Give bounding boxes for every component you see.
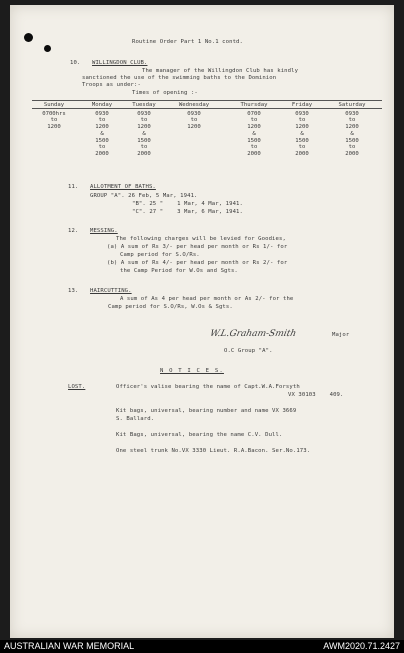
signature-rank: Major [332,332,350,338]
schedule-time: to [250,117,258,124]
schedule-day: Sunday [43,102,65,108]
body-line: Camp period for S.O/Rs. [120,252,200,258]
schedule-time: to [250,144,258,151]
schedule-time: to [98,117,106,124]
punch-hole [44,45,51,52]
schedule-column [122,102,166,158]
schedule-time: 1500 [95,137,109,144]
notice-line: S. Ballard. [116,416,155,422]
section-title: MESSING. [90,228,118,234]
punch-hole [24,33,33,42]
schedule-time: to [140,117,148,124]
schedule-day: Tuesday [132,102,156,108]
section-number: 12. [68,228,79,234]
schedule-time: 0930 [345,110,359,117]
schedule-column [168,102,220,131]
notice-line: Kit Bags, universal, bearing the name C.V. Dull. [116,432,283,438]
schedule-time: 1200 [345,124,359,131]
footer-bar [0,640,404,653]
schedule-time: 2000 [95,150,109,157]
body-line: The manager of the Willingdon Club has kindly [142,68,299,74]
schedule-column [32,102,76,131]
allotment-row: GROUP "A". 26 Feb, 5 Mar, 1941. [90,193,198,199]
allotment-row: "C". 27 " 3 Mar, 6 Mar, 1941. [132,209,243,215]
handwritten-signature: W.L.Graham-Smith [208,329,298,339]
schedule-column [280,102,324,158]
section-title: ALLOTMENT OF BATHS. [90,184,156,190]
schedule-time: 0700 [247,110,261,117]
schedule-column [232,102,276,158]
section-title: WILLINGDON CLUB. [92,60,148,66]
schedule-time: 2000 [247,150,261,157]
schedule-time: 1500 [247,137,261,144]
schedule-time: & [252,130,256,137]
document-header: Routine Order Part 1 No.1 contd. [132,39,243,45]
body-line: sanctioned the use of the swimming baths to the Dominion [82,75,277,81]
schedule-time: to [50,117,58,124]
schedule-time: 0700hrs [42,110,66,117]
section-number: 11. [68,184,79,190]
schedule-time: to [140,144,148,151]
schedule-time: & [300,130,304,137]
section-number: 10. [70,60,81,66]
body-line: the Camp Period for W.Os and Sgts. [120,268,238,274]
schedule-time: to [348,117,356,124]
schedule-time: & [350,130,354,137]
schedule-time: to [348,144,356,151]
document-page [10,5,394,638]
body-line: A sum of As 4 per head per month or As 2/- for the [120,296,294,302]
schedule-time: 1500 [295,137,309,144]
section-title: HAIRCUTTING. [90,288,132,294]
schedule-time: 2000 [345,150,359,157]
schedule-time: 1500 [345,137,359,144]
schedule-time: 0930 [95,110,109,117]
schedule-time: 1200 [187,124,201,131]
schedule-day: Monday [91,102,113,108]
schedule-day: Saturday [338,102,366,108]
notice-line: VX 30103 409. [288,392,344,398]
allotment-row: "B". 25 " 1 Mar, 4 Mar, 1941. [132,201,243,207]
body-line: Times of opening :- [132,90,198,96]
schedule-time: 0930 [187,110,201,117]
schedule-time: to [190,117,198,124]
schedule-column [80,102,124,158]
schedule-time: 1200 [137,124,151,131]
schedule-time: to [98,144,106,151]
schedule-time: to [298,117,306,124]
schedule-time: 0930 [295,110,309,117]
notice-line: Officer's valise bearing the name of Capt.W.A.Forsyth [116,384,300,390]
signature-role: O.C Group "A". [224,348,273,354]
schedule-time: 1200 [247,124,261,131]
section-number: 13. [68,288,79,294]
notices-title: N O T I C E S. [160,368,224,374]
schedule-time: 1200 [47,124,61,131]
footer-credit: AUSTRALIAN WAR MEMORIAL [4,641,135,651]
schedule-time: 2000 [295,150,309,157]
schedule-time: to [298,144,306,151]
schedule-time: 2000 [137,150,151,157]
schedule-time: 0930 [137,110,151,117]
notice-line: One steel trunk No.VX 3330 Lieut. R.A.Bacon. Ser.No.173. [116,448,311,454]
body-line: The following charges will be levied for Goodies, [116,236,286,242]
schedule-time: 1200 [95,124,109,131]
schedule-time: & [100,130,104,137]
footer-reference: AWM2020.71.2427 [323,641,400,651]
body-line: (a) A sum of Rs 3/- per head per month or Rs 1/- for [107,244,288,250]
schedule-day: Wednesday [178,102,210,108]
schedule-time: & [142,130,146,137]
schedule-day: Thursday [240,102,268,108]
schedule-day: Friday [291,102,313,108]
body-line: (b) A sum of Rs 4/- per head per month or Rs 2/- for [107,260,288,266]
body-line: Camp period for S.O/Rs, W.Os & Sgts. [108,304,233,310]
notice-line: Kit bags, universal, bearing number and name VX 3669 [116,408,297,414]
body-line: Troops as under:- [82,82,141,88]
schedule-time: 1500 [137,137,151,144]
schedule-column [330,102,374,158]
schedule-time: 1200 [295,124,309,131]
lost-label: LOST. [68,384,86,390]
